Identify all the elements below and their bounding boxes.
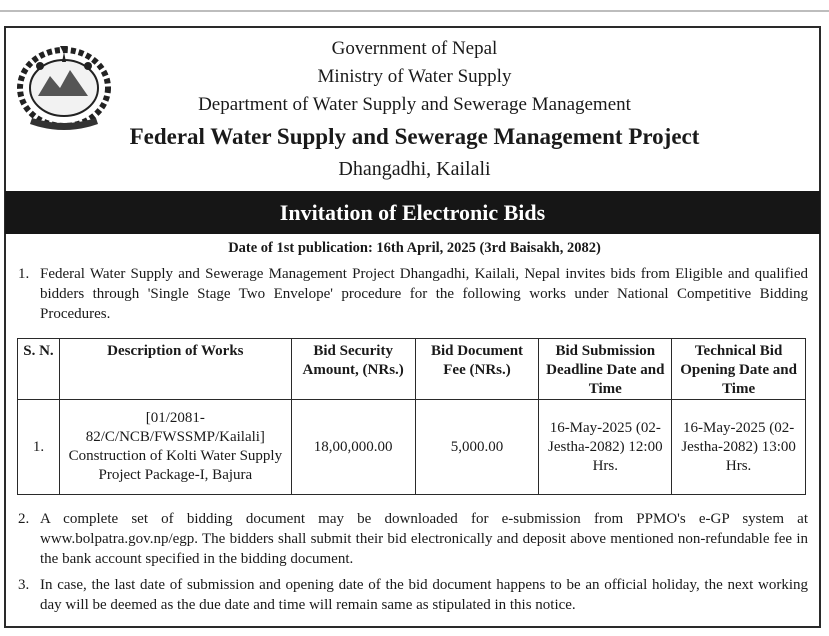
cell-sn: 1. <box>18 400 60 495</box>
header-doc-fee: Bid Document Fee (NRs.) <box>415 339 539 400</box>
paragraph-number: 3. <box>18 577 30 593</box>
header-opening: Technical Bid Opening Date and Time <box>672 339 806 400</box>
ministry-title: Ministry of Water Supply <box>317 66 512 87</box>
paragraph-number: 1. <box>18 266 30 282</box>
department-title: Department of Water Supply and Sewerage Management <box>198 94 631 115</box>
paragraph-number: 2. <box>18 511 30 527</box>
paragraph-text: In case, the last date of submission and opening date of the bid document happens to be an official holiday, the next working day will be deemed as the due date and time will remain same as stipulated in this notice. <box>40 577 808 613</box>
government-title: Government of Nepal <box>331 38 498 59</box>
project-title: Federal Water Supply and Sewerage Management Project <box>129 124 700 149</box>
cell-description: [01/2081-82/C/NCB/FWSSMP/Kailali] Construction of Kolti Water Supply Project Package-I, Bajura <box>59 400 291 495</box>
cell-submission: 16-May-2025 (02-Jestha-2082) 12:00 Hrs. <box>539 400 672 495</box>
cell-bid-security: 18,00,000.00 <box>291 400 415 495</box>
project-location: Dhangadhi, Kailali <box>338 158 491 180</box>
header-description: Description of Works <box>59 339 291 400</box>
paragraph-3 <box>18 575 808 615</box>
notice-banner: Invitation of Electronic Bids <box>5 191 820 234</box>
top-divider <box>0 10 829 12</box>
header-sn: S. N. <box>18 339 60 400</box>
cell-doc-fee: 5,000.00 <box>415 400 539 495</box>
header-bid-security: Bid Security Amount, (NRs.) <box>291 339 415 400</box>
cell-opening: 16-May-2025 (02-Jestha-2082) 13:00 Hrs. <box>672 400 806 495</box>
table-header-row <box>18 339 806 400</box>
paragraph-2 <box>18 509 808 569</box>
paragraph-1 <box>18 264 808 324</box>
works-table <box>17 338 806 495</box>
paragraph-text: A complete set of bidding document may be downloaded for e-submission from PPMO's e-GP system at www.bolpatra.gov.np/egp. The bidders shall submit their bid electronically and deposit above mentioned non-refundable fee in the bank account specified in the bidding document. <box>40 511 808 567</box>
publication-date: Date of 1st publication: 16th April, 2025 (3rd Baisakh, 2082) <box>228 240 601 256</box>
table-row <box>18 400 806 495</box>
header-submission: Bid Submission Deadline Date and Time <box>539 339 672 400</box>
paragraph-text: Federal Water Supply and Sewerage Management Project Dhangadhi, Kailali, Nepal invites bids from Eligible and qualified bidders through 'Single Stage Two Envelope' procedure for the following works under National Competitive Bidding Procedures. <box>40 266 808 322</box>
